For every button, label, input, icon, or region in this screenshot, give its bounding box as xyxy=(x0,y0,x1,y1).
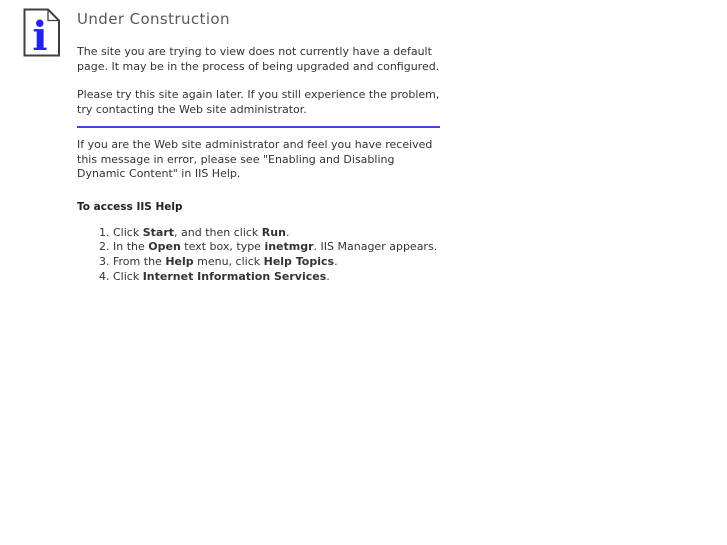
divider-rule xyxy=(77,126,440,128)
main-content xyxy=(77,0,441,285)
help-heading: To access IIS Help xyxy=(77,200,183,213)
help-steps-list xyxy=(77,226,441,286)
info-document-icon xyxy=(23,8,61,57)
info-letter-glyph: i xyxy=(32,13,48,57)
retry-paragraph: Please try this site again later. If you still experience the problem, try contacting the Web site administrator. xyxy=(77,88,440,116)
list-item-step-2: 2. In the Open text box, type inetmgr. IIS Manager appears. xyxy=(113,240,441,255)
admin-paragraph: If you are the Web site administrator and feel you have received this message in error, please see "Enabling and Disabling Dynamic Content" in IIS Help. xyxy=(77,138,433,180)
list-item-step-1: 1. Click Start, and then click Run. xyxy=(113,226,441,241)
list-item-step-3: 3. From the Help menu, click Help Topics. xyxy=(113,255,441,270)
list-item-step-4: 4. Click Internet Information Services. xyxy=(113,270,441,285)
page-title: Under Construction xyxy=(77,10,230,28)
intro-paragraph: The site you are trying to view does not currently have a default page. It may be in the process of being upgraded and configured. xyxy=(77,45,440,73)
